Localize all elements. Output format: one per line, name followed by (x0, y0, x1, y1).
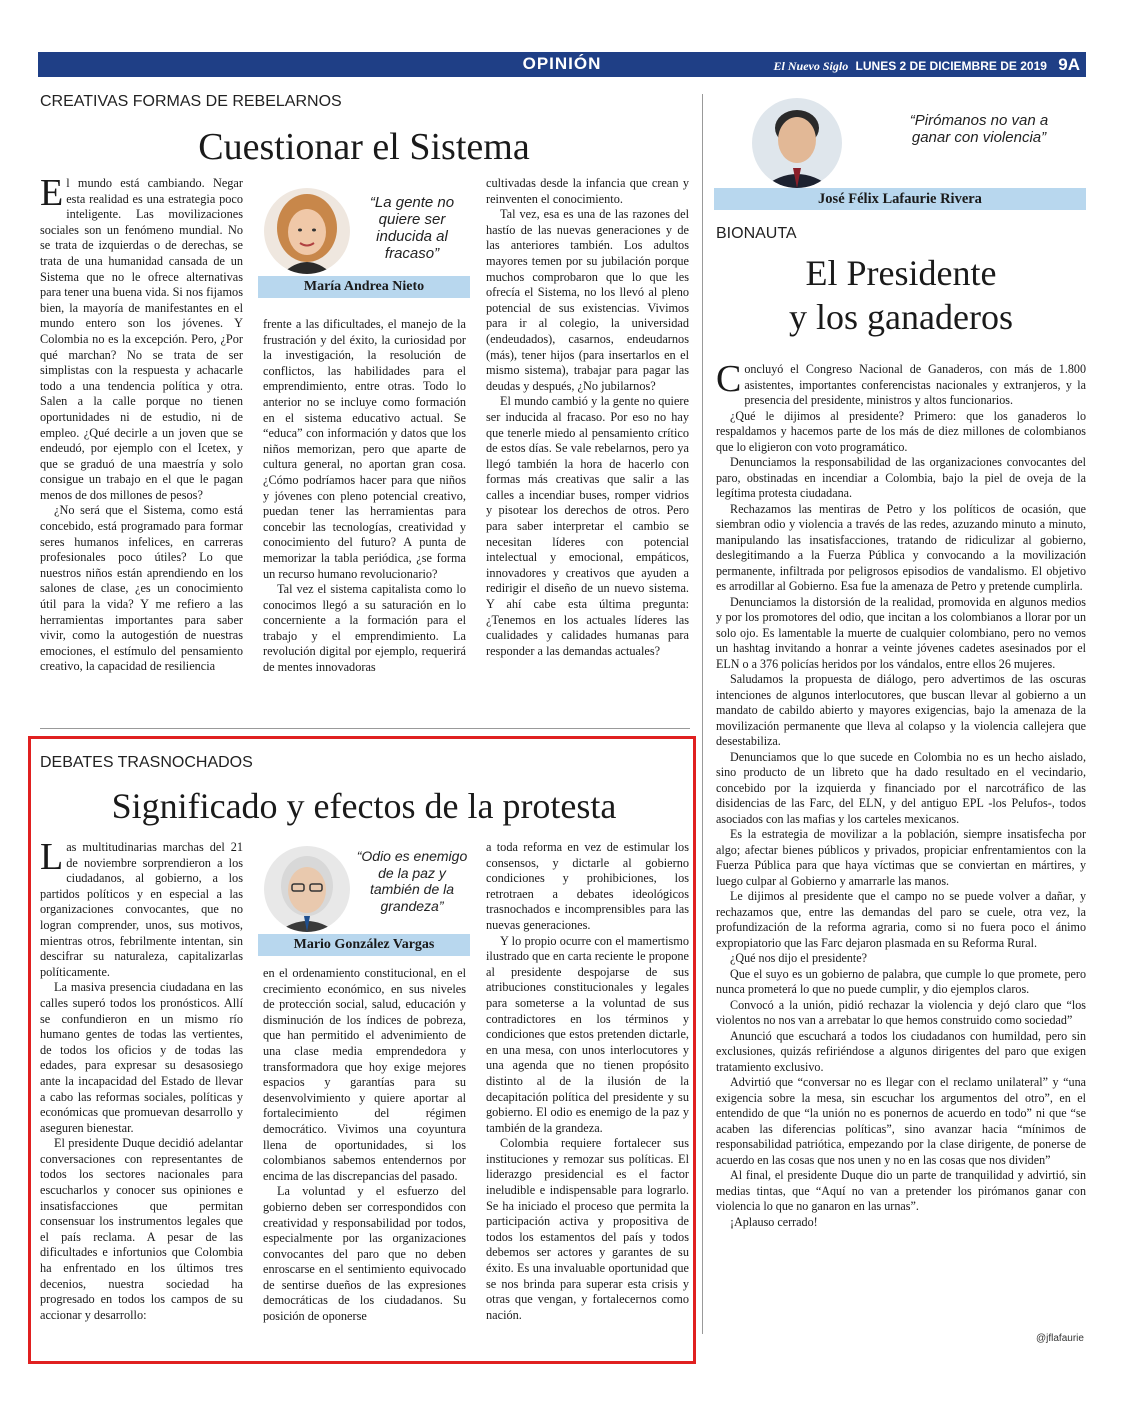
article2-column-1 (40, 836, 243, 1323)
paragraph: Le dijimos al presidente que el campo no se puede volver a dañar, y rechazamos que, entre las demandas del paro se cuele, otra vez, la profundización de la reforma agraria, como si no fuera poco el ánimo expropiatorio que las Farc dejaron plasmada en su Reforma Rural. (716, 889, 1086, 950)
paragraph: Y lo propio ocurre con el mamertismo ilustrado que en carta reciente le propone al presidente despojarse de sus atribuciones constitucionales y legales para someterse a la voluntad de sus contradictores en los términos y condiciones que estos pretenden dictarle, en una mesa, con unos interlocutores y una agenda que no tienen propósito distinto al de la ilusión de la decapitación política del presidente y su gobierno. El odio es enemigo de la paz y también de la grandeza. (486, 933, 689, 1135)
paragraph: Advirtió que “conversar no es llegar con el reclamo unilateral” y “una exigencia sobre la mesa, sin escuchar los argumentos del otro”, en el entendido de que “la unión no es ponernos de acuerdo en todo” ni que “se acaben las diferencias políticas”, sino avanzar hacia “mínimos de responsabilidad patriótica, empezando por la clase dirigente, de ponerse de acuerdo en las cosas que nos unen y no en las cosas que nos dividen” (716, 1075, 1086, 1167)
article2-column-3 (486, 840, 689, 1323)
paragraph: ¿Qué nos dijo el presidente? (730, 951, 868, 965)
pullquote-box (258, 840, 470, 956)
paragraph: Denunciamos que lo que sucede en Colombia no es un hecho aislado, sino producto de un libreto que ha dado resultado en el vecindario, concebido por la izquierda y financiado por el narcotráfico de las disidencias de las Farc, del ELN, y del antiguo EPL -los Pelufos-, todos asociados con las mafias y los carteles mexicanos. (716, 749, 1086, 826)
paragraph: Saludamos la propuesta de diálogo, pero advertimos de las oscuras intenciones de algunos interlocutores, que buscan llevar al gobierno a un mandato de cabildo abierto y mayores exigencias, bajo la amenaza de la movilización permanente que lleva al colapso y la violencia callejera que desestabiliza. (716, 672, 1086, 748)
author-portrait (752, 98, 842, 188)
paragraph: Denunciamos la distorsión de la realidad, promovida en algunos medios y por los promotores del odio, que incitan a los colombianos a llorar por un solo ojo. Es lamentable la muerte de cualquier colombiano, pero no vemos un hashtag invitando a honrar a veinte jóvenes cadetes asesinados por el ELN o a 376 policías heridos por los vándalos, entre ellos 26 mujeres. (716, 594, 1086, 671)
pullquote-box (258, 180, 470, 298)
paragraph: La masiva presencia ciudadana en las calles superó todos los pronósticos. Allí se confundieron en un mismo río humano gentes de todas las vertientes, de todos los oficios y de todas las edades, para expresar su desasosiego ante la incapacidad del Estado de llevar a cabo las reformas sociales, políticas y económicas que promuevan desarrollo y aseguren bienestar. (40, 980, 243, 1135)
article2-title: Significado y efectos de la protesta (111, 786, 617, 826)
publication-date: LUNES 2 DE DICIEMBRE DE 2019 (855, 59, 1047, 73)
article1-column-3 (486, 176, 689, 659)
paragraph: l mundo está cambiando. Negar esta realidad es una estrategia poco inteligente. Las movilizaciones sociales son un fenómeno mundial. No se trata de izquierdas o de derechas, se trata de una humanidad cansada de un Sistema que no le ofrece alternativas para tener una buena vida. Si nos fijamos bien, la mayoría de manifestantes en el mundo entero son los jóvenes. Y Colombia no es la excepción. Pero, ¿Por qué marchan? No se trata de ser simplistas con la respuesta y achacarle todo a una tendencia política y otra. Salen a la calle porque no tienen oportunidades ni de estudio, ni de empleo. ¿Qué decirle a un joven que se endeudó, por ejemplo con el Icetex, y que se graduó de una maestría y solo consigue un trabajo en el que le pagan menos de dos millones de pesos? (40, 176, 243, 502)
paragraph: El mundo cambió y la gente no quiere ser inducida al fracaso. Por eso no hay que tenerle miedo al pensamiento crítico de estos días. Se vale rebelarnos, pero ya llegó también la hora de hacerlo con formas más creativas que salir a las calles a incendiar buses, romper vidrios y pisotear los derechos de otros. Pero para saber interpretar el cambio se necesitan líderes con potencial intelectual y emocional, empáticos, innovadores y creativos que ayuden a redirigir el diseño de un nuevo sistema. Y ahí cabe esta última pregunta: ¿Tenemos en los actuales líderes las cualidades y calidades humanas para responder a las demandas actuales? (486, 394, 689, 658)
paragraph: cultivadas desde la infancia que crean y reinventen el conocimiento. (486, 176, 689, 206)
author-name: María Andrea Nieto (258, 276, 470, 298)
newspaper-name: El Nuevo Siglo (773, 59, 849, 73)
article3-title (716, 251, 1086, 339)
paragraph: frente a las dificultades, el manejo de la frustración y del éxito, la curiosidad por la investigación, la resolución de conflictos, las habilidades para el emprendimiento, entre otras. Todo lo anterior no se incluye como formación en el sistema educativo actual. Se “educa” con información y datos que los niños memorizan, pero que aparte de cultura general, no aportan gran cosa. ¿Cómo podríamos hacer para que niños y jóvenes con pleno potencial creativo, puedan tener las herramientas para concebir las tecnologías, creatividad y conocimiento del futuro? A punta de memorizar la tabla periódica, ¿se forma un recurso humano revolucionario? (263, 317, 466, 581)
author-portrait (264, 846, 350, 932)
article1-title: Cuestionar el Sistema (198, 126, 530, 168)
section-title: OPINIÓN (522, 54, 602, 73)
paragraph: en el ordenamiento constitucional, en el crecimiento económico, en sus niveles de protección social, salud, educación y disminución de los índices de pobreza, que han permitido el advenimiento de una clase media emprendedora y transformadora que hoy exige mejores espacios y garantías para su desenvolvimiento y quiere aportar al fortalecimiento del régimen democrático. Vivimos una coyuntura llena de oportunidades, si los colombianos sabemos entendernos por encima de las discrepancias del pasado. (263, 966, 466, 1183)
paragraph: as multitudinarias marchas del 21 de noviembre sorprendieron a los ciudadanos, al gobierno, a los partidos políticos y en especial a las organizaciones convocantes, que no logran comprender, unos, sus motivos, mientras otros, febrilmente intentan, sin descifrar su naturaleza, capitalizarlas políticamente. (40, 840, 243, 979)
paragraph: Anunció que escuchará a todos los ciudadanos con humildad, pero sin exclusiones, quizás refiriéndose a algunos dirigentes del paro que exigen tratamiento exclusivo. (716, 1028, 1086, 1074)
article2-kicker: DEBATES TRASNOCHADOS (40, 754, 253, 771)
article1-column-1 (40, 172, 243, 675)
paragraph: Rechazamos las mentiras de Petro y los políticos de ocasión, que siembran odio y violencia a través de las redes, azuzando minuto a minuto, manipulando las insatisfacciones, tratando de ridiculizar al gobierno, deslegitimando a la Fuerza Pública y convocando a la movilización permanente, infiltrada por peligrosos episodios de vandalismo. El objetivo es arrodillar al Gobierno. Esa fue la amenaza de Petro y pretende cumplirla. (716, 501, 1086, 593)
paragraph: Colombia requiere fortalecer sus instituciones y remozar sus políticas. El liderazgo presidencial es el factor ineludible e indispensable para lograrlo. Se ha iniciado el proceso que permita la participación activa y propositiva de todos los estamentos del país y todos debemos ser actores y garantes de su éxito. Es una invaluable oportunidad que se nos brinda para superar esta crisis y otras que vengan, y fortalecernos como nación. (486, 1136, 689, 1322)
paragraph: Tal vez el sistema capitalista como lo conocimos llegó a su saturación en lo concerniente a la formación para el trabajo y el emprendimiento. La revolución digital por ejemplo, requerirá de mentes innovadoras (263, 582, 466, 675)
paragraph: Denunciamos la responsabilidad de las organizaciones convocantes del paro, obstinadas en incendiar a Colombia, bajo la piel de oveja de la legítima protesta ciudadana. (716, 455, 1086, 500)
dropcap: C (716, 358, 742, 400)
section-header-bar (38, 52, 1086, 77)
article3-title-line: El Presidente (805, 253, 997, 293)
dropcap: L (40, 836, 64, 878)
paragraph: Tal vez, esa es una de las razones del hastío de las nuevas generaciones y de las anteriores también. Los adultos mayores temen por su jubilación porque muchos comprobaron que lo que les ofrecía el Sistema, no los llevó al pleno potencial de sus existencias. Vivimos para ir al colegio, la universidad (endeudados), casarnos, endeudarnos (más), tener hijos (para insertarlos en el mismo sistema), trabajar para pagar las deudas y después, ¿No jubilarnos? (486, 207, 689, 393)
paragraph: a toda reforma en vez de estimular los consensos, y dictarle al gobierno condiciones y prohibiciones, los retrotraen a debates ideológicos trasnochados e incomprensibles para las nuevas generaciones. (486, 840, 689, 932)
article3-title-line: y los ganaderos (789, 297, 1013, 337)
paragraph: ¡Aplauso cerrado! (730, 1214, 818, 1229)
paragraph: ¿No será que el Sistema, como está concebido, está programado para formar seres humanos infelices, en carreras profesionales poco útiles? Lo que nuestros niños están aprendiendo en los salones de clase, ¿es un conocimiento útil para la vida? Y me refiero a las herramientas importantes para saber vivir, como la autogestión de nuestras emociones, el estímulo del pensamiento creativo, la capacidad de resiliencia (40, 503, 243, 674)
author-portrait (264, 188, 350, 274)
paragraph: El presidente Duque decidió adelantar conversaciones con representantes de todos los sectores nacionales para escucharlos y conocer sus opiniones e insatisfacciones que permitan consensuar los instrumentos legales que el país reclama. A pesar de las dificultades e infortunios que Colombia ha enfrentado en los últimos tres decenios, nuestra sociedad ha progresado en todos los campos de su accionar y desarrollo: (40, 1136, 243, 1322)
author-name: José Félix Lafaurie Rivera (714, 188, 1086, 210)
author-name: Mario González Vargas (258, 934, 470, 956)
page-number: 9A (1058, 55, 1080, 74)
author-handle: @jflafaurie (1036, 1333, 1084, 1344)
paragraph: oncluyó el Congreso Nacional de Ganaderos, con más de 1.800 asistentes, importantes conferencistas nacionales y extranjeros, y la presencia del presidente, ministros y altos funcionarios. (744, 362, 1086, 407)
paragraph: Al final, el presidente Duque dio un parte de tranquilidad y advirtió, sin medias tintas, que “Aquí no van a pretender los pirómanos ganar con violencia lo que no ganaron en las urnas”. (716, 1168, 1086, 1213)
paragraph: Que el suyo es un gobierno de palabra, que cumple lo que promete, pero nunca prometerá lo que no puede cumplir, y dio ejemplos claros. (716, 966, 1086, 996)
article-divider (40, 728, 690, 729)
article3-kicker: BIONAUTA (716, 225, 797, 242)
paragraph: ¿Qué le dijimos al presidente? Primero: que los ganaderos lo respaldamos y hacemos parte de los más de diez millones de colombianos que lo eligieron con voto programático. (716, 408, 1086, 454)
column-divider (702, 94, 703, 1334)
paragraph: Convocó a la unión, pidió rechazar la violencia y dejó claro que “los violentos no nos van a arrebatar lo que hemos construido como sociedad” (716, 997, 1086, 1027)
article1-column-2 (263, 317, 466, 676)
dateline (774, 55, 1080, 75)
paragraph: Es la estrategia de movilizar a la población, siempre insatisfecha por algo; afectar bienes públicos y privados, propiciar enfrentamientos con la Fuerza Pública para que haya víctimas que se conviertan en mártires, y luego culpar al Gobierno y amarrarle las manos. (716, 827, 1086, 888)
article3-column (716, 358, 1086, 1230)
dropcap: E (40, 172, 64, 214)
paragraph: La voluntad y el esfuerzo del gobierno deben ser correspondidos con creatividad y responsabilidad por todos, especialmente por las organizaciones convocantes del paro que no deben enroscarse en el sentimiento equivocado de sentirse dueños de las expresiones democráticas de los ciudadanos. Su posición de oponerse (263, 1184, 466, 1324)
article2-column-2 (263, 966, 466, 1325)
pullquote: “Odio es enemigo de la paz y también de la grandeza” (356, 848, 468, 914)
pullquote: “La gente no quiere ser inducida al fracaso” (369, 194, 455, 262)
pullquote: “Pirómanos no van a ganar con violencia” (909, 112, 1049, 146)
pullquote-box (714, 94, 1086, 212)
article1-kicker: CREATIVAS FORMAS DE REBELARNOS (40, 93, 342, 110)
